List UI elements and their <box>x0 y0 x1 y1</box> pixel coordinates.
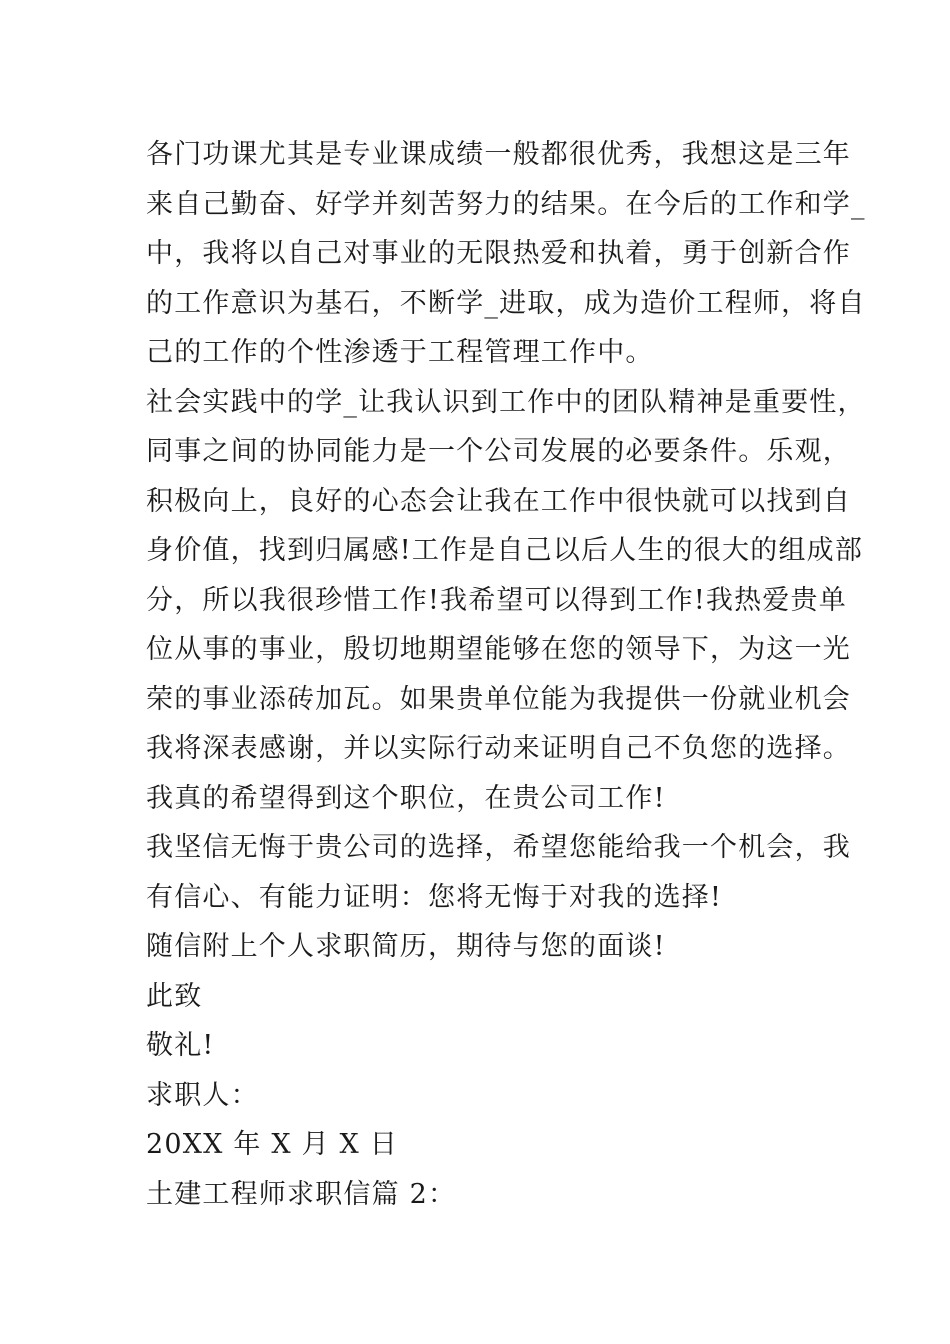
text-line: 我将深表感谢，并以实际行动来证明自己不负您的选择。 <box>146 733 851 764</box>
text-line: 身价值，找到归属感!工作是自己以后人生的很大的组成部 <box>146 535 864 566</box>
section-heading: 土建工程师求职信篇 2： <box>146 1178 457 1210</box>
letter-date: 20XX 年 X 月 X 日 <box>146 1129 398 1160</box>
text-line: 荣的事业添砖加瓦。如果贵单位能为我提供一份就业机会 <box>146 683 851 715</box>
text-line: 有信心、有能力证明：您将无悔于对我的选择! <box>146 881 723 913</box>
text-line: 分，所以我很珍惜工作!我希望可以得到工作!我热爱贵单 <box>146 584 847 616</box>
closing-salutation: 此致 <box>146 980 203 1012</box>
text-line: 积极向上，良好的心态会让我在工作中很快就可以找到自 <box>146 485 851 517</box>
letter-body <box>146 130 866 1219</box>
text-line: 我真的希望得到这个职位，在贵公司工作! <box>146 782 666 814</box>
text-line: 位从事的事业，殷切地期望能够在您的领导下，为这一光 <box>146 634 851 665</box>
text-line: 来自己勤奋、好学并刻苦努力的结果。在今后的工作和学_ <box>146 188 866 220</box>
text-line: 己的工作的个性渗透于工程管理工作中。 <box>146 337 654 368</box>
text-line: 随信附上个人求职简历，期待与您的面谈! <box>146 931 666 962</box>
closing-regards: 敬礼! <box>146 1030 215 1061</box>
applicant-signature-label: 求职人： <box>146 1079 259 1111</box>
text-line: 社会实践中的学_让我认识到工作中的团队精神是重要性， <box>146 386 866 418</box>
text-line: 各门功课尤其是专业课成绩一般都很优秀，我想这是三年 <box>146 139 851 170</box>
text-line: 同事之间的协同能力是一个公司发展的必要条件。乐观， <box>146 436 851 467</box>
text-line: 我坚信无悔于贵公司的选择，希望您能给我一个机会，我 <box>146 832 851 863</box>
text-line: 中，我将以自己对事业的无限热爱和执着，勇于创新合作 <box>146 238 851 269</box>
text-line: 的工作意识为基石，不断学_进取，成为造价工程师，将自 <box>146 287 866 319</box>
